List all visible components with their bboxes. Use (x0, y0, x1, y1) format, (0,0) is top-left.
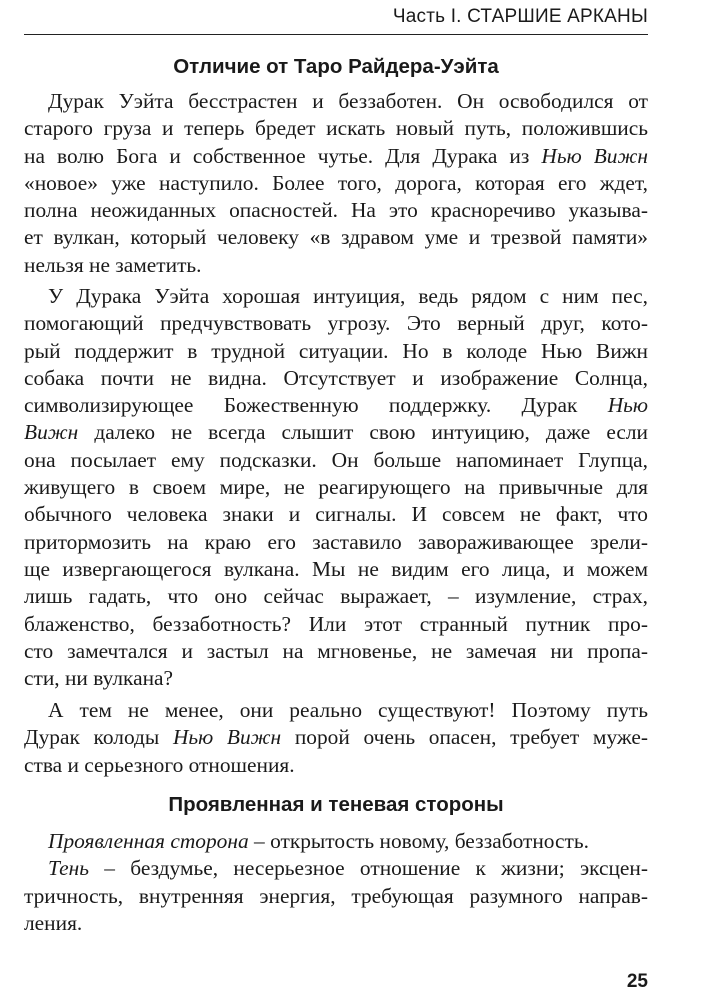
text-line: старого груза и теперь бредет искать новый путь, положившись (24, 116, 648, 141)
text-line: ства и серьезного отношения. (24, 752, 295, 777)
text-line: ления. (24, 910, 83, 935)
italic-title: Вижн (24, 420, 79, 445)
text-line (24, 392, 648, 419)
paragraph-4 (24, 828, 648, 937)
text-line: У Дурака Уэйта хорошая интуиция, ведь рядом с ним пес, (48, 284, 648, 308)
text-line: собака почти не видна. Отсутствует и изображение Солнца, (24, 365, 648, 390)
text-line: ет вулкан, который человеку «в здравом уме и трезвой памяти» (24, 225, 648, 250)
text-line: рый поддержит в трудной ситуации. Но в колоде Нью Вижн (24, 338, 648, 363)
italic-title: Нью Вижн (541, 143, 649, 168)
text-run: Дурак колоды (24, 725, 173, 750)
text-line: «новое» уже наступило. Более того, дорога, которая его ждет, (24, 170, 648, 195)
text-line: нельзя не заметить. (24, 252, 202, 277)
text-run: символизирующее Божественную поддержку. Дурак (24, 393, 608, 418)
text-line: блаженство, беззаботность? Или этот странный путник про- (24, 611, 648, 636)
text-line: А тем не менее, они реально существуют! Поэтому путь (48, 698, 648, 722)
text-run: далеко не всегда слышит свою интуицию, даже если (78, 420, 648, 445)
text-run: порой очень опасен, требует муже- (281, 725, 648, 750)
text-run: – бездумье, несерьезное отношение к жизни; эксцен- (88, 856, 648, 881)
section-heading-difference: Отличие от Таро Райдера-Уэйта (173, 55, 499, 78)
text-line: полна неожиданных опасностей. На это красноречиво указыва- (24, 198, 648, 223)
paragraph-2 (24, 283, 648, 692)
italic-term: Проявленная сторона (48, 829, 249, 853)
text-line: живущего в своем мире, не реагирующего на привычные для (24, 475, 648, 500)
header-rule (24, 34, 648, 35)
text-line: ще извергающегося вулкана. Мы не видим его лица, и можем (24, 556, 648, 581)
text-line: помогающий предчувствовать угрозу. Это верный друг, кото- (24, 311, 648, 336)
text-line: она посылает ему подсказки. Он больше напоминает Глупца, (24, 447, 648, 472)
text-line: сти, ни вулкана? (24, 666, 174, 691)
page-number: 25 (626, 971, 648, 992)
italic-title: Нью (607, 393, 648, 418)
text-line (24, 143, 648, 170)
text-line: сто замечтался и застыл на мгновенье, не замечая ни пропа- (24, 638, 648, 663)
text-run: – открытость новому, беззаботность. (248, 829, 589, 853)
text-line: лишь гадать, что оно сейчас выражает, – изумление, страх, (24, 584, 648, 609)
text-run: на волю Бога и собственное чутье. Для Дурака из (24, 143, 542, 168)
section-heading-sides: Проявленная и теневая стороны (168, 793, 504, 816)
text-line: притормозить на краю его заставило завораживающее зрели- (24, 529, 648, 554)
text-line: Дурак Уэйта бесстрастен и беззаботен. Он освободился от (48, 89, 648, 113)
text-line (24, 855, 648, 882)
italic-title: Нью Вижн (172, 725, 282, 750)
paragraph-1 (24, 88, 648, 279)
italic-term: Тень (48, 856, 89, 881)
text-line (24, 419, 648, 446)
text-line (24, 828, 648, 855)
text-line: обычного человека знаки и сигналы. И совсем не факт, что (24, 502, 648, 527)
text-line (24, 724, 648, 751)
running-head: Часть I. СТАРШИЕ АРКАНЫ (392, 6, 648, 27)
paragraph-3 (24, 697, 648, 779)
text-line: тричность, внутренняя энергия, требующая разумного направ- (24, 883, 648, 908)
